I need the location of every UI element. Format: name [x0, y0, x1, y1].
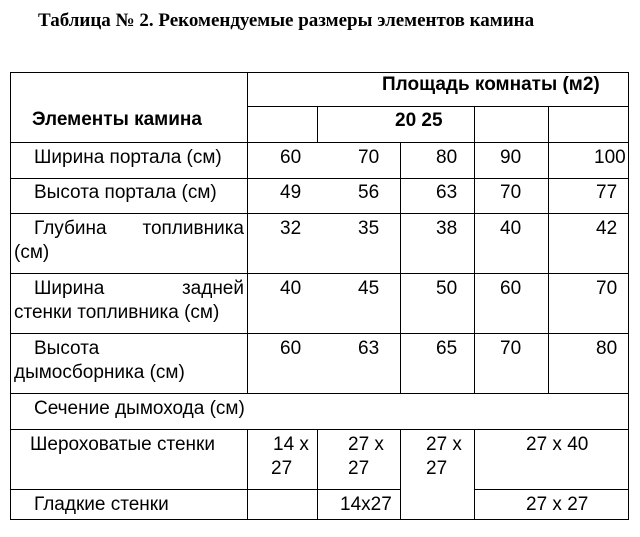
table-cell: 65 — [436, 338, 458, 359]
row-label-part: Ширина — [34, 278, 105, 299]
table-cell: 40 — [280, 278, 302, 299]
table-cell: 63 — [436, 182, 458, 203]
area-header: Площадь комнаты (м2) — [382, 74, 600, 95]
row-label-part: дымосборника (см) — [14, 362, 185, 383]
table-cell: 27 х — [348, 434, 384, 455]
table-cell: 14 х — [273, 434, 309, 455]
table-cell: 80 — [436, 147, 458, 168]
table-cell: 50 — [436, 278, 458, 299]
table-cell: 77 — [596, 182, 618, 203]
row-label-part: (см) — [14, 242, 50, 263]
table-cell: 70 — [358, 147, 380, 168]
table-cell: 100 — [594, 147, 626, 168]
table-cell: 27 — [271, 458, 293, 479]
table-cell: 40 — [500, 218, 522, 239]
table-cell: 45 — [358, 278, 380, 299]
table-cell: 32 — [280, 218, 302, 239]
table-cell: 63 — [358, 338, 380, 359]
table-cell: 35 — [358, 218, 380, 239]
table-title: Таблица № 2. Рекомендуемые размеры элементов камина — [38, 10, 535, 31]
table-cell: 49 — [280, 182, 302, 203]
table-cell: 60 — [500, 278, 522, 299]
row-label-part: стенки топливника (см) — [14, 302, 220, 323]
table-cell: 56 — [358, 182, 380, 203]
table-cell: 27 — [348, 458, 370, 479]
rough-walls-label: Шероховатые стенки — [30, 434, 215, 455]
table-cell: 60 — [280, 147, 302, 168]
area-sizes-header: 20 25 — [395, 110, 443, 131]
table-cell: 70 — [500, 338, 522, 359]
row-label-part: топливника — [142, 218, 244, 239]
row-label-firebox-depth — [34, 217, 244, 241]
row-label-portal-height: Высота портала (см) — [34, 182, 217, 203]
row-label-smoke-collector-height: Высота — [34, 338, 100, 359]
table-cell: 38 — [436, 218, 458, 239]
table-cell: 27 — [426, 458, 448, 479]
table-cell: 90 — [500, 147, 522, 168]
table-cell: 42 — [596, 218, 618, 239]
table-cell: 70 — [500, 182, 522, 203]
table-cell: 60 — [280, 338, 302, 359]
table-cell: 27 х 27 — [526, 494, 589, 515]
table-cell: 27 х — [426, 434, 462, 455]
row-label-portal-width: Ширина портала (см) — [34, 147, 222, 168]
row-label-back-wall-width — [34, 277, 244, 301]
table-cell: 70 — [596, 278, 618, 299]
smooth-walls-label: Гладкие стенки — [34, 494, 169, 515]
row-label-part: задней — [181, 278, 244, 299]
table-cell: 27 х 40 — [526, 434, 589, 455]
row-label-part: Глубина — [34, 218, 107, 239]
table-cell: 14х27 — [340, 494, 392, 515]
elements-header: Элементы камина — [32, 109, 202, 130]
table-cell: 80 — [596, 338, 618, 359]
chimney-section-label: Сечение дымохода (см) — [34, 398, 245, 419]
